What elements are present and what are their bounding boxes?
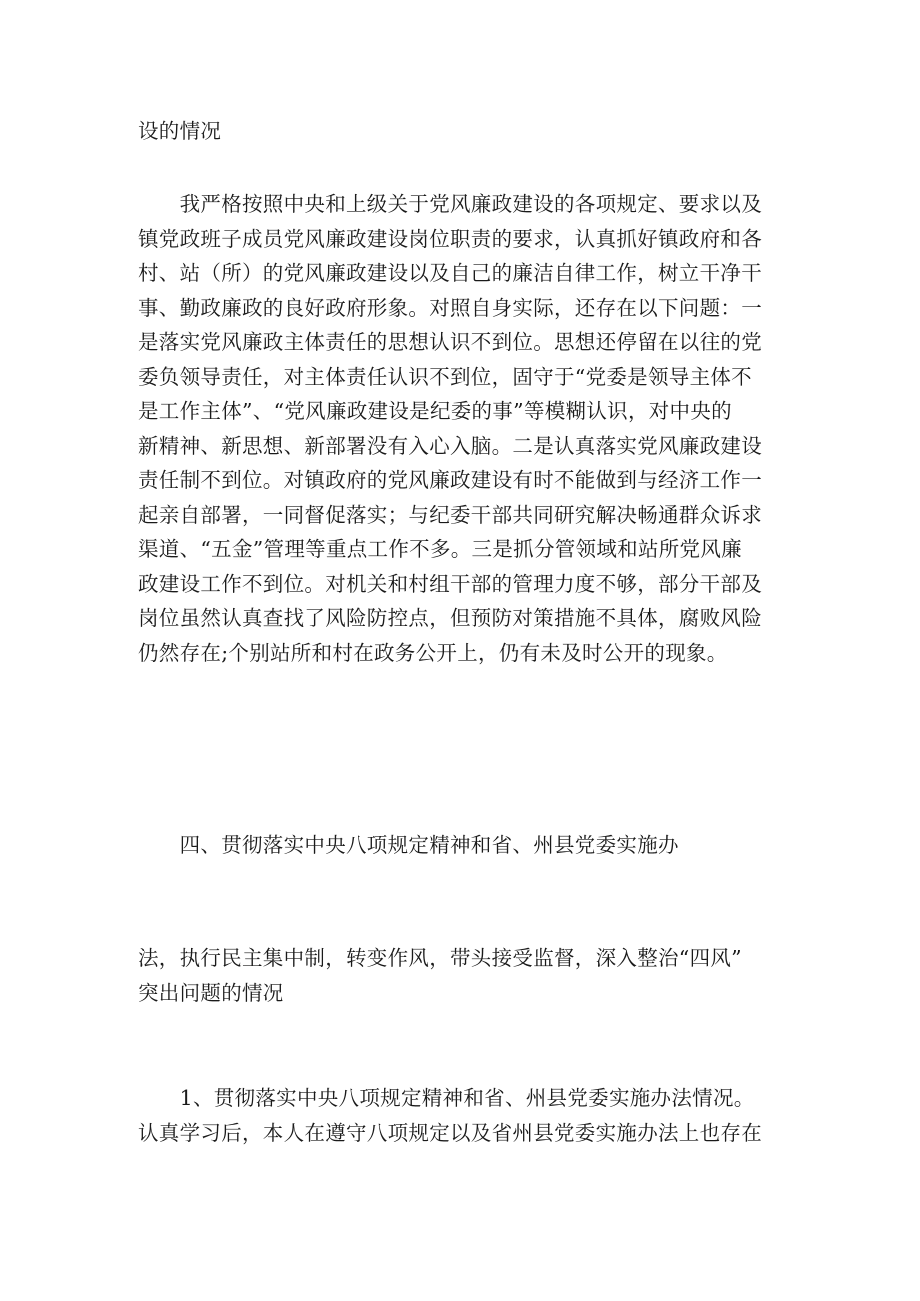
paragraph-item-1: [138, 1081, 788, 1150]
section-heading: [138, 828, 788, 863]
text-line: 认真学习后，本人在遵守八项规定以及省州县党委实施办法上也存在: [138, 1120, 762, 1145]
text-line: 镇党政班子成员党风廉政建设岗位职责的要求，认真抓好镇政府和各: [138, 226, 762, 251]
text-line: 设的情况: [138, 119, 222, 143]
text-line: 委负领导责任，对主体责任认识不到位，固守于“党委是领导主体不: [138, 364, 752, 389]
text-line: 岗位虽然认真查找了风险防控点，但预防对策措施不具体，腐败风险: [138, 606, 762, 630]
text-line: 突出问题的情况: [138, 980, 284, 1005]
text-line: 是工作主体”、“党风廉政建设是纪委的事”等模糊认识，对中央的: [138, 399, 732, 423]
text-line: 渠道、“五金”管理等重点工作不多。三是抓分管领域和站所党风廉: [138, 537, 742, 561]
text-line: 四、贯彻落实中央八项规定精神和省、州县党委实施办: [138, 833, 679, 857]
text-line: 政建设工作不到位。对机关和村组干部的管理力度不够，部分干部及: [138, 571, 762, 596]
paragraph-heading-continuation: [138, 114, 788, 149]
section-heading-continuation: [138, 941, 788, 1010]
text-line: 是落实党风廉政主体责任的思想认识不到位。思想还停留在以往的党: [138, 330, 762, 354]
text-line: 起亲自部署，一同督促落实；与纪委干部共同研究解决畅通群众诉求: [138, 502, 762, 527]
paragraph-body: [138, 187, 788, 670]
text-line: 仍然存在;个别站所和村在政务公开上，仍有未及时公开的现象。: [138, 640, 728, 665]
text-line: 责任制不到位。对镇政府的党风廉政建设有时不能做到与经济工作一: [138, 468, 762, 492]
text-line: 法，执行民主集中制，转变作风，带头接受监督，深入整治“四风”: [138, 946, 742, 970]
text-line: 我严格按照中央和上级关于党风廉政建设的各项规定、要求以及: [138, 192, 762, 216]
text-line: 事、勤政廉政的良好政府形象。对照自身实际，还存在以下问题：一: [138, 295, 762, 320]
text-line: 新精神、新思想、新部署没有入心入脑。二是认真落实党风廉政建设: [138, 433, 762, 458]
text-line: 村、站（所）的党风廉政建设以及自己的廉洁自律工作，树立干净干: [138, 261, 762, 285]
text-line: 1、贯彻落实中央八项规定精神和省、州县党委实施办法情况。: [138, 1086, 755, 1110]
